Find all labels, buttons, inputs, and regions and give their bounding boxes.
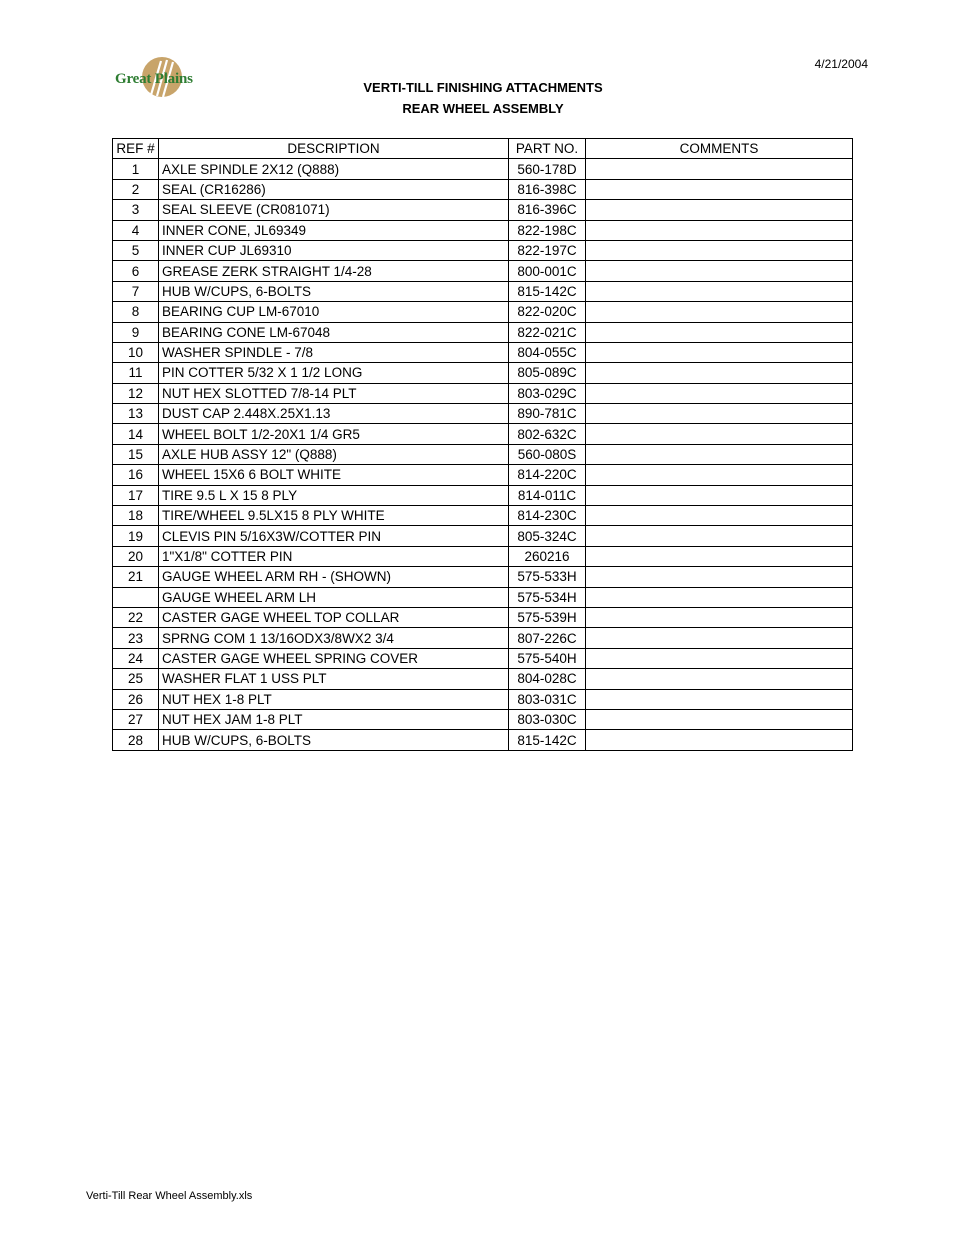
part-number-cell: 822-197C: [509, 240, 586, 260]
part-number-cell: 815-142C: [509, 281, 586, 301]
comments-cell: [586, 485, 853, 505]
description-cell: CLEVIS PIN 5/16X3W/COTTER PIN: [159, 526, 509, 546]
part-number-cell: 807-226C: [509, 628, 586, 648]
ref-cell: 6: [113, 261, 159, 281]
document-subtitle: REAR WHEEL ASSEMBLY: [402, 101, 564, 116]
description-cell: CASTER GAGE WHEEL TOP COLLAR: [159, 607, 509, 627]
description-cell: GAUGE WHEEL ARM LH: [159, 587, 509, 607]
comments-cell: [586, 607, 853, 627]
comments-cell: [586, 526, 853, 546]
comments-cell: [586, 342, 853, 362]
ref-cell: 13: [113, 404, 159, 424]
table-row: [113, 465, 853, 485]
ref-cell: 12: [113, 383, 159, 403]
table-row: [113, 546, 853, 566]
description-cell: SPRNG COM 1 13/16ODX3/8WX2 3/4: [159, 628, 509, 648]
table-row: [113, 363, 853, 383]
comments-cell: [586, 709, 853, 729]
ref-cell: 19: [113, 526, 159, 546]
ref-cell: 24: [113, 648, 159, 668]
part-number-cell: 890-781C: [509, 404, 586, 424]
description-cell: AXLE HUB ASSY 12" (Q888): [159, 444, 509, 464]
ref-cell: 16: [113, 465, 159, 485]
description-cell: PIN COTTER 5/32 X 1 1/2 LONG: [159, 363, 509, 383]
ref-cell: 2: [113, 179, 159, 199]
ref-cell: 18: [113, 506, 159, 526]
comments-cell: [586, 159, 853, 179]
ref-cell: [113, 587, 159, 607]
description-cell: WASHER SPINDLE - 7/8: [159, 342, 509, 362]
description-cell: TIRE/WHEEL 9.5LX15 8 PLY WHITE: [159, 506, 509, 526]
table-row: [113, 342, 853, 362]
part-number-cell: 816-398C: [509, 179, 586, 199]
description-cell: SEAL SLEEVE (CR081071): [159, 200, 509, 220]
ref-cell: 15: [113, 444, 159, 464]
table-row: [113, 628, 853, 648]
description-cell: HUB W/CUPS, 6-BOLTS: [159, 281, 509, 301]
table-row: [113, 261, 853, 281]
ref-cell: 21: [113, 567, 159, 587]
description-cell: WHEEL BOLT 1/2-20X1 1/4 GR5: [159, 424, 509, 444]
ref-cell: 22: [113, 607, 159, 627]
comments-cell: [586, 220, 853, 240]
comments-cell: [586, 506, 853, 526]
ref-cell: 8: [113, 302, 159, 322]
comments-cell: [586, 363, 853, 383]
comments-cell: [586, 179, 853, 199]
table-row: [113, 179, 853, 199]
part-number-cell: 805-324C: [509, 526, 586, 546]
part-number-cell: 814-011C: [509, 485, 586, 505]
ref-cell: 25: [113, 669, 159, 689]
description-cell: GREASE ZERK STRAIGHT 1/4-28: [159, 261, 509, 281]
ref-cell: 26: [113, 689, 159, 709]
part-number-cell: 822-198C: [509, 220, 586, 240]
description-cell: BEARING CONE LM-67048: [159, 322, 509, 342]
great-plains-logo: [113, 57, 213, 99]
part-number-cell: 260216: [509, 546, 586, 566]
comments-column-header: COMMENTS: [586, 139, 853, 159]
table-header-row: [113, 139, 853, 159]
description-cell: CASTER GAGE WHEEL SPRING COVER: [159, 648, 509, 668]
comments-cell: [586, 444, 853, 464]
table-row: [113, 587, 853, 607]
ref-cell: 17: [113, 485, 159, 505]
part-number-cell: 575-534H: [509, 587, 586, 607]
comments-cell: [586, 302, 853, 322]
comments-cell: [586, 404, 853, 424]
ref-cell: 28: [113, 730, 159, 750]
comments-cell: [586, 689, 853, 709]
table-row: [113, 424, 853, 444]
description-cell: SEAL (CR16286): [159, 179, 509, 199]
ref-cell: 27: [113, 709, 159, 729]
comments-cell: [586, 669, 853, 689]
comments-cell: [586, 567, 853, 587]
comments-cell: [586, 648, 853, 668]
comments-cell: [586, 628, 853, 648]
print-date: 4/21/2004: [814, 57, 868, 71]
table-row: [113, 302, 853, 322]
ref-cell: 11: [113, 363, 159, 383]
description-cell: AXLE SPINDLE 2X12 (Q888): [159, 159, 509, 179]
part-number-cell: 804-028C: [509, 669, 586, 689]
table-row: [113, 159, 853, 179]
ref-cell: 4: [113, 220, 159, 240]
comments-cell: [586, 730, 853, 750]
description-cell: GAUGE WHEEL ARM RH - (SHOWN): [159, 567, 509, 587]
part-number-cell: 814-230C: [509, 506, 586, 526]
part-number-cell: 822-020C: [509, 302, 586, 322]
ref-cell: 1: [113, 159, 159, 179]
comments-cell: [586, 281, 853, 301]
ref-cell: 23: [113, 628, 159, 648]
description-cell: BEARING CUP LM-67010: [159, 302, 509, 322]
part-number-cell: 575-539H: [509, 607, 586, 627]
comments-cell: [586, 587, 853, 607]
description-cell: NUT HEX JAM 1-8 PLT: [159, 709, 509, 729]
document-title: VERTI-TILL FINISHING ATTACHMENTS: [363, 80, 603, 95]
description-cell: NUT HEX 1-8 PLT: [159, 689, 509, 709]
table-row: [113, 485, 853, 505]
part-number-cell: 822-021C: [509, 322, 586, 342]
part-number-cell: 575-533H: [509, 567, 586, 587]
part-number-cell: 803-030C: [509, 709, 586, 729]
part-number-cell: 816-396C: [509, 200, 586, 220]
comments-cell: [586, 322, 853, 342]
table-row: [113, 526, 853, 546]
description-cell: WASHER FLAT 1 USS PLT: [159, 669, 509, 689]
description-cell: TIRE 9.5 L X 15 8 PLY: [159, 485, 509, 505]
table-row: [113, 322, 853, 342]
part-number-cell: 815-142C: [509, 730, 586, 750]
description-cell: NUT HEX SLOTTED 7/8-14 PLT: [159, 383, 509, 403]
description-cell: DUST CAP 2.448X.25X1.13: [159, 404, 509, 424]
table-row: [113, 648, 853, 668]
part-number-cell: 804-055C: [509, 342, 586, 362]
part-number-cell: 575-540H: [509, 648, 586, 668]
description-cell: INNER CONE, JL69349: [159, 220, 509, 240]
ref-cell: 20: [113, 546, 159, 566]
part-number-cell: 802-632C: [509, 424, 586, 444]
table-row: [113, 730, 853, 750]
table-row: [113, 220, 853, 240]
comments-cell: [586, 261, 853, 281]
table-row: [113, 200, 853, 220]
comments-cell: [586, 383, 853, 403]
part-number-cell: 803-029C: [509, 383, 586, 403]
logo-text: Great Plains: [115, 71, 193, 87]
description-cell: INNER CUP JL69310: [159, 240, 509, 260]
comments-cell: [586, 546, 853, 566]
footer-filename: Verti-Till Rear Wheel Assembly.xls: [86, 1190, 253, 1202]
part-number-cell: 814-220C: [509, 465, 586, 485]
comments-cell: [586, 240, 853, 260]
comments-cell: [586, 200, 853, 220]
table-row: [113, 240, 853, 260]
ref-cell: 14: [113, 424, 159, 444]
part-number-cell: 800-001C: [509, 261, 586, 281]
comments-cell: [586, 465, 853, 485]
description-cell: HUB W/CUPS, 6-BOLTS: [159, 730, 509, 750]
table-row: [113, 669, 853, 689]
table-row: [113, 404, 853, 424]
table-row: [113, 383, 853, 403]
description-cell: WHEEL 15X6 6 BOLT WHITE: [159, 465, 509, 485]
part-number-cell: 560-178D: [509, 159, 586, 179]
table-row: [113, 689, 853, 709]
table-row: [113, 444, 853, 464]
description-column-header: DESCRIPTION: [159, 139, 509, 159]
ref-cell: 10: [113, 342, 159, 362]
part-number-cell: 803-031C: [509, 689, 586, 709]
comments-cell: [586, 424, 853, 444]
ref-column-header: REF #: [113, 139, 159, 159]
table-row: [113, 567, 853, 587]
ref-cell: 3: [113, 200, 159, 220]
part-number-cell: 560-080S: [509, 444, 586, 464]
table-row: [113, 607, 853, 627]
parts-table-body: [113, 159, 853, 750]
ref-cell: 9: [113, 322, 159, 342]
table-row: [113, 281, 853, 301]
ref-cell: 5: [113, 240, 159, 260]
parts-table: [112, 138, 853, 751]
table-row: [113, 709, 853, 729]
description-cell: 1"X1/8" COTTER PIN: [159, 546, 509, 566]
part-number-column-header: PART NO.: [509, 139, 586, 159]
ref-cell: 7: [113, 281, 159, 301]
table-row: [113, 506, 853, 526]
part-number-cell: 805-089C: [509, 363, 586, 383]
